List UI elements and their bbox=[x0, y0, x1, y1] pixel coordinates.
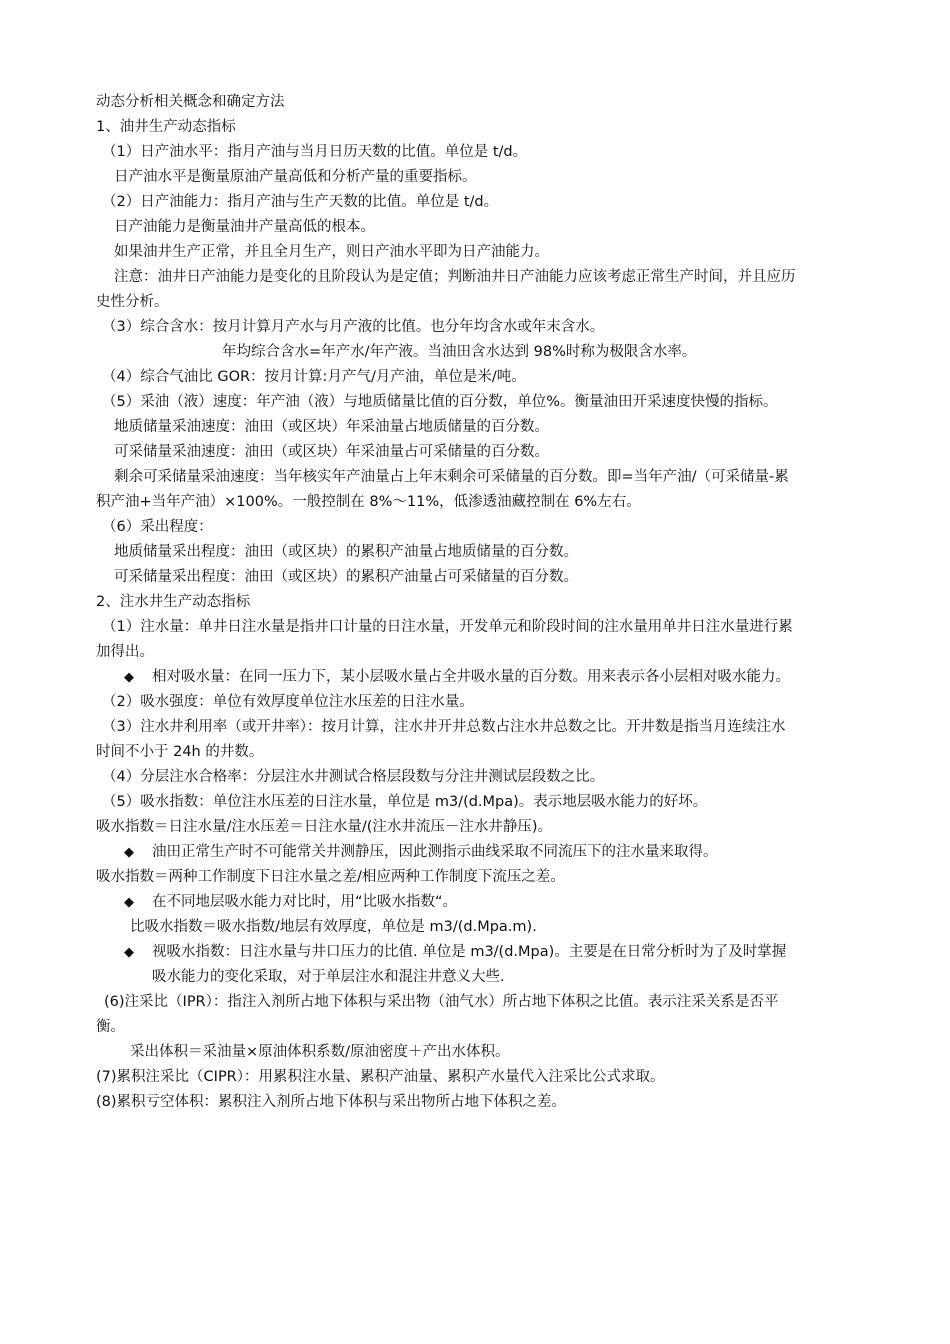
paragraph: 日产油水平是衡量原油产量高低和分析产量的重要指标。 bbox=[114, 169, 477, 185]
paragraph: 年均综合含水=年产水/年产液。当油田含水达到 98%时称为极限含水率。 bbox=[222, 344, 697, 360]
bullet-item bbox=[96, 665, 796, 690]
paragraph: （5）吸水指数：单位注水压差的日注水量，单位是 m3/(d.Mpa)。表示地层吸水能力的好坏。 bbox=[102, 794, 708, 810]
bullet-item bbox=[96, 890, 796, 915]
paragraph: 比吸水指数＝吸水指数/地层有效厚度，单位是 m3/(d.Mpa.m). bbox=[130, 919, 537, 935]
bullet-item bbox=[96, 940, 796, 990]
paragraph: 地质储量采出程度：油田（或区块）的累积产油量占地质储量的百分数。 bbox=[114, 544, 578, 560]
bullet-text: 在不同地层吸水能力对比时，用“比吸水指数“。 bbox=[152, 894, 458, 910]
paragraph: （2）吸水强度：单位有效厚度单位注水压差的日注水量。 bbox=[102, 694, 474, 710]
paragraph: （6）采出程度： bbox=[102, 519, 213, 535]
diamond-bullet-icon: ◆ bbox=[124, 895, 134, 910]
paragraph: 采出体积＝采油量×原油体积系数/原油密度＋产出水体积。 bbox=[130, 1044, 510, 1060]
section-heading: 2、注水井生产动态指标 bbox=[96, 594, 251, 610]
paragraph: 吸水指数＝两种工作制度下日注水量之差/相应两种工作制度下流压之差。 bbox=[96, 869, 565, 885]
diamond-bullet-icon: ◆ bbox=[124, 945, 134, 960]
paragraph: （3）注水井利用率（或开井率）：按月计算，注水井开井总数占注水井总数之比。开井数是指当月连续注水时间不小于 24h 的井数。 bbox=[96, 719, 786, 760]
paragraph: (7)累积注采比（CIPR）：用累积注水量、累积产油量、累积产水量代入注采比公式求取。 bbox=[96, 1069, 665, 1085]
paragraph: 地质储量采油速度：油田（或区块）年采油量占地质储量的百分数。 bbox=[114, 419, 549, 435]
bullet-text: 视吸水指数：日注水量与井口压力的比值. 单位是 m3/(d.Mpa)。主要是在日常分析时为了及时掌握吸水能力的变化采取，对于单层注水和混注井意义大些. bbox=[152, 944, 787, 985]
document-body bbox=[96, 90, 796, 1115]
paragraph: 吸水指数＝日注水量/注水压差＝日注水量/(注水井流压－注水井静压)。 bbox=[96, 819, 553, 835]
paragraph: 如果油井生产正常，并且全月生产，则日产油水平即为日产油能力。 bbox=[114, 244, 549, 260]
section-heading: 1、油井生产动态指标 bbox=[96, 119, 236, 135]
paragraph: 日产油能力是衡量油井产量高低的根本。 bbox=[114, 219, 375, 235]
paragraph: （4）分层注水合格率：分层注水井测试合格层段数与分注井测试层段数之比。 bbox=[102, 769, 605, 785]
diamond-bullet-icon: ◆ bbox=[124, 670, 134, 685]
paragraph: (8)累积亏空体积：累积注入剂所占地下体积与采出物所占地下体积之差。 bbox=[96, 1094, 567, 1110]
paragraph: （1）注水量：单井日注水量是指井口计量的日注水量，开发单元和阶段时间的注水量用单井日注水量进行累加得出。 bbox=[96, 619, 793, 660]
paragraph: 剩余可采储量采油速度：当年核实年产油量占上年末剩余可采储量的百分数。即=当年产油/（可采储量-累积产油+当年产油）×100%。一般控制在 8%～11%，低渗透油藏控制在 6%左右。 bbox=[96, 469, 789, 510]
paragraph: 注意：油井日产油能力是变化的且阶段认为是定值；判断油井日产油能力应该考虑正常生产时间，并且应历史性分析。 bbox=[96, 269, 796, 310]
paragraph: （3）综合含水：按月计算月产水与月产液的比值。也分年均含水或年末含水。 bbox=[102, 319, 605, 335]
paragraph: （1）日产油水平：指月产油与当月日历天数的比值。单位是 t/d。 bbox=[102, 144, 528, 160]
bullet-text: 油田正常生产时不可能常关井测静压，因此测指示曲线采取不同流压下的注水量来取得。 bbox=[152, 844, 718, 860]
paragraph: 可采储量采出程度：油田（或区块）的累积产油量占可采储量的百分数。 bbox=[114, 569, 578, 585]
paragraph: （2）日产油能力：指月产油与生产天数的比值。单位是 t/d。 bbox=[102, 194, 499, 210]
paragraph: （5）采油（液）速度：年产油（液）与地质储量比值的百分数，单位%。衡量油田开采速度快慢的指标。 bbox=[102, 394, 778, 410]
document-title: 动态分析相关概念和确定方法 bbox=[96, 94, 285, 110]
diamond-bullet-icon: ◆ bbox=[124, 845, 134, 860]
paragraph: （4）综合气油比 GOR：按月计算:月产气/月产油，单位是米/吨。 bbox=[102, 369, 526, 385]
bullet-item bbox=[96, 840, 796, 865]
paragraph: (6)注采比（IPR）：指注入剂所占地下体积与采出物（油气水）所占地下体积之比值。表示注采关系是否平衡。 bbox=[96, 994, 779, 1035]
bullet-text: 相对吸水量：在同一压力下，某小层吸水量占全井吸水量的百分数。用来表示各小层相对吸水能力。 bbox=[152, 669, 790, 685]
paragraph: 可采储量采油速度：油田（或区块）年采油量占可采储量的百分数。 bbox=[114, 444, 549, 460]
